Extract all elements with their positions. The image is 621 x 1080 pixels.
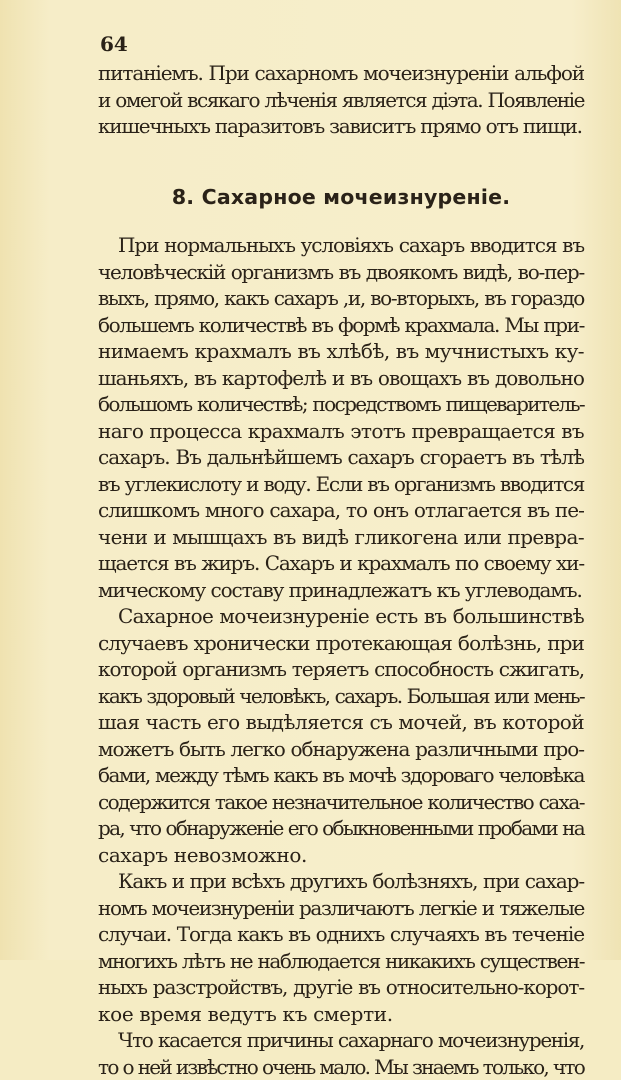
- text-line: ра, что обнаруженіе его обыкновенными пробами на: [98, 815, 584, 842]
- text-line: содержится такое незначительное количество саха-: [98, 789, 584, 816]
- text-line: многихъ лѣтъ не наблюдается никакихъ существен-: [98, 948, 584, 975]
- text-line: можетъ быть легко обнаружена различными про-: [98, 736, 584, 763]
- paragraph-1: [98, 232, 584, 603]
- paragraph-4: [98, 1027, 584, 1080]
- text-line: При нормальныхъ условіяхъ сахаръ вводится въ: [98, 232, 584, 259]
- text-line: кое время ведутъ къ смерти.: [98, 1001, 584, 1028]
- text-line: шаньяхъ, въ картофелѣ и въ овощахъ въ довольно: [98, 365, 584, 392]
- text-line: большемъ количествѣ въ формѣ крахмала. Мы при-: [98, 312, 584, 339]
- text-line: кишечныхъ паразитовъ зависитъ прямо отъ пищи.: [98, 113, 584, 140]
- page-text: [98, 60, 584, 1080]
- text-line: то о ней извѣстно очень мало. Мы знаемъ только, что: [98, 1054, 584, 1080]
- text-line: выхъ, прямо, какъ сахаръ ,и, во-вторыхъ, въ гораздо: [98, 285, 584, 312]
- text-line: шая часть его выдѣляется съ мочей, въ которой: [98, 709, 584, 736]
- text-line: которой организмъ теряетъ способность сжигать,: [98, 656, 584, 683]
- page-number: 64: [100, 32, 128, 56]
- text-line: чени и мышцахъ въ видѣ гликогена или превра-: [98, 524, 584, 551]
- text-line: наго процесса крахмалъ этотъ превращается въ: [98, 418, 584, 445]
- text-line: Сахарное мочеизнуреніе есть въ большинствѣ: [98, 603, 584, 630]
- text-line: сахаръ невозможно.: [98, 842, 584, 869]
- text-line: сахаръ. Въ дальнѣйшемъ сахаръ сгораетъ въ тѣлѣ: [98, 444, 584, 471]
- intro-paragraph: [98, 60, 584, 140]
- text-line: Что касается причины сахарнаго мочеизнуренія,: [98, 1027, 584, 1054]
- text-line: большомъ количествѣ; посредствомъ пищеваритель-: [98, 391, 584, 418]
- text-line: слишкомъ много сахара, то онъ отлагается въ пе-: [98, 497, 584, 524]
- text-line: и омегой всякаго лѣченія является діэта. Появленіе: [98, 87, 584, 114]
- text-line: мическому составу принадлежатъ къ углеводамъ.: [98, 577, 584, 604]
- text-line: какъ здоровый человѣкъ, сахаръ. Большая или мень-: [98, 683, 584, 710]
- text-line: номъ мочеизнуреніи различаютъ легкіе и тяжелые: [98, 895, 584, 922]
- text-line: питаніемъ. При сахарномъ мочеизнуреніи альфой: [98, 60, 584, 87]
- paragraph-2: [98, 603, 584, 868]
- text-line: Какъ и при всѣхъ другихъ болѣзняхъ, при сахар-: [98, 868, 584, 895]
- text-line: случаи. Тогда какъ въ однихъ случаяхъ въ теченіе: [98, 921, 584, 948]
- text-line: случаевъ хронически протекающая болѣзнь, при: [98, 630, 584, 657]
- paragraph-3: [98, 868, 584, 1027]
- text-line: нимаемъ крахмалъ въ хлѣбѣ, въ мучнистыхъ ку-: [98, 338, 584, 365]
- text-line: бами, между тѣмъ какъ въ мочѣ здороваго человѣка: [98, 762, 584, 789]
- text-line: ныхъ разстройствъ, другіе въ относительно-корот-: [98, 974, 584, 1001]
- text-line: щается въ жиръ. Сахаръ и крахмалъ по своему хи-: [98, 550, 584, 577]
- text-line: въ углекислоту и воду. Если въ организмъ вводится: [98, 471, 584, 498]
- section-heading: 8. Сахарное мочеизнуреніе.: [98, 184, 584, 211]
- text-line: человѣческій организмъ въ двоякомъ видѣ, во-пер-: [98, 259, 584, 286]
